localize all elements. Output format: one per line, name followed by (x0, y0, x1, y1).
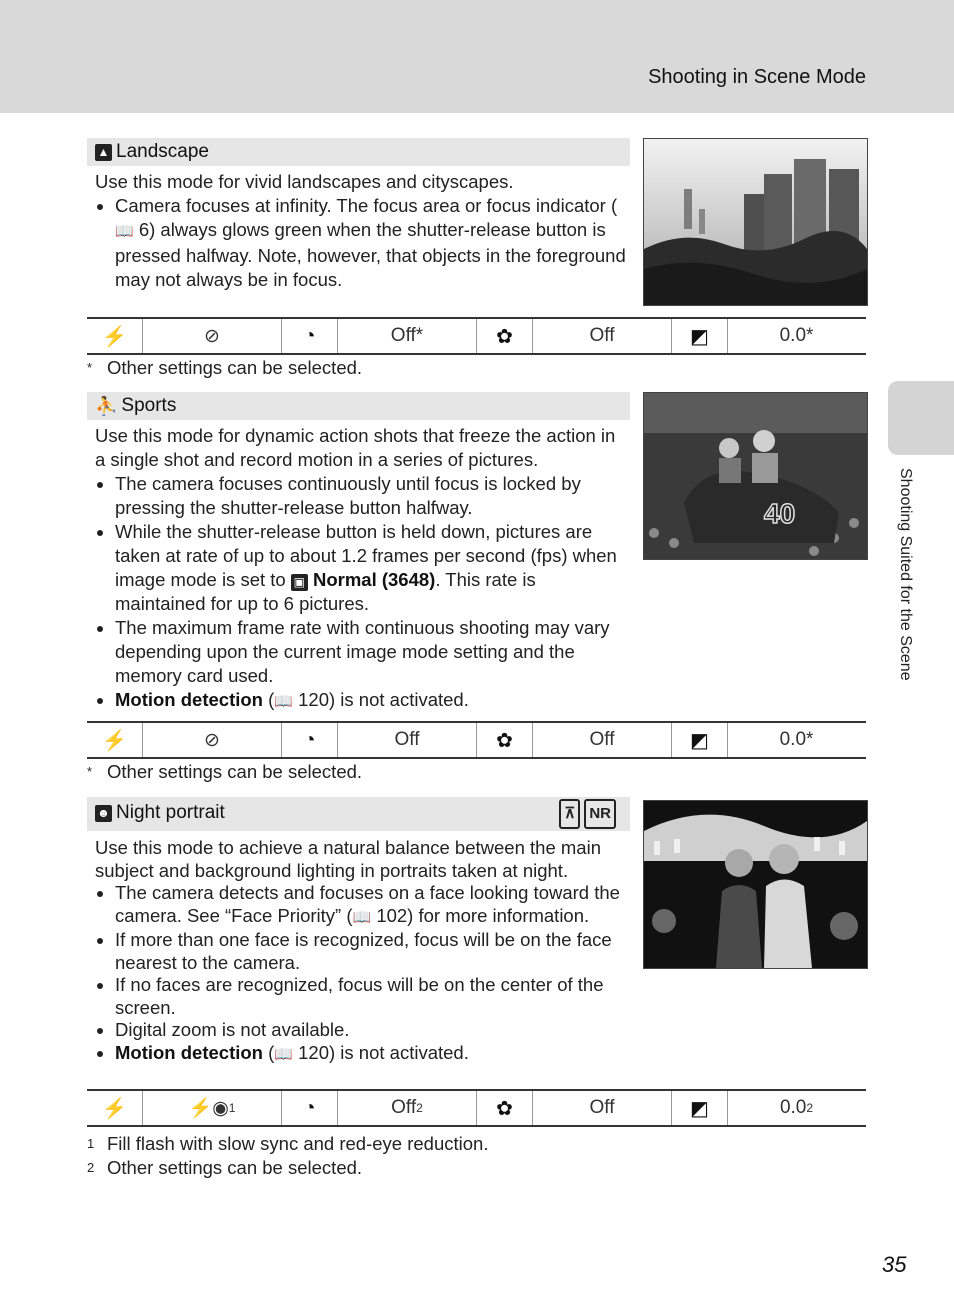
exposure-compensation-icon: ◩ (672, 319, 728, 353)
image-mode-icon: ▣ (291, 574, 308, 591)
sports-body (95, 424, 630, 714)
slow-sync-red-eye-flash-icon: ⚡◉ 1 (143, 1091, 282, 1125)
exposure-compensation-icon: ◩ (672, 723, 728, 757)
exposure-value: 0.0* (779, 325, 814, 346)
sports-title: Sports (121, 395, 177, 416)
sports-bullet: • Motion detection (📖 120) is not activated. (115, 688, 630, 714)
macro-value: Off (533, 319, 672, 353)
night-portrait-bullet: • The camera detects and focuses on a face looking toward the camera. See “Face Priority” (📖 102) for more information. (115, 882, 630, 929)
landscape-photo (643, 138, 868, 306)
landscape-body (95, 170, 630, 292)
macro-icon: ✿ (477, 723, 533, 757)
self-timer-icon: ◔ (282, 1091, 338, 1125)
night-portrait-bullet: • If more than one face is recognized, focus will be on the face nearest to the camera. (115, 929, 630, 974)
flash-mode-icon: ⚡ (87, 723, 143, 757)
side-tab (888, 381, 954, 455)
exposure-value: 0.0 2 (779, 1097, 814, 1118)
night-portrait-heading (87, 797, 630, 831)
flash-off-icon: ⊘ (143, 319, 282, 353)
side-tab-label-wrap (896, 468, 918, 718)
page-number: 35 (882, 1252, 907, 1277)
self-timer-icon: ◔ (282, 319, 338, 353)
sports-note: * Other settings can be selected. (87, 761, 363, 782)
macro-icon: ✿ (477, 319, 533, 353)
manual-ref-icon: 📖 (274, 1045, 293, 1063)
flash-mode-icon: ⚡ (87, 1091, 143, 1125)
header-title: Shooting in Scene Mode (648, 66, 866, 88)
self-timer-value: Off* (338, 319, 477, 353)
sports-heading (87, 392, 630, 420)
landscape-bullet: • Camera focuses at infinity. The focus area or focus indicator (📖 6) always glows green when the shutter-release button is pressed halfway. Note, however, that objects in the foreground may not always be in focus. (115, 194, 630, 292)
night-portrait-footnote-2: 2 Other settings can be selected. (87, 1157, 363, 1178)
night-portrait-intro: Use this mode to achieve a natural balance between the main subject and background lighting in portraits taken at night. (95, 837, 601, 881)
night-portrait-bullet: • Motion detection (📖 120) is not activated. (115, 1042, 630, 1067)
landscape-settings-row (87, 317, 866, 355)
macro-icon: ✿ (477, 1091, 533, 1125)
manual-ref-icon: 📖 (352, 908, 372, 926)
sports-bullet: • The maximum frame rate with continuous shooting may vary depending upon the current image mode setting and the memory card used. (115, 616, 630, 688)
macro-value: Off (533, 723, 672, 757)
landscape-icon: ▲ (95, 144, 112, 161)
landscape-heading (87, 138, 630, 166)
manual-ref-icon: 📖 (274, 693, 293, 710)
landscape-intro: Use this mode for vivid landscapes and cityscapes. (95, 171, 514, 192)
side-tab-label: Shooting Suited for the Scene (897, 468, 914, 681)
self-timer-icon: ◔ (282, 723, 338, 757)
night-portrait-footnote-1: 1 Fill flash with slow sync and red-eye reduction. (87, 1133, 489, 1154)
sports-photo (643, 392, 868, 560)
night-portrait-bullet: • Digital zoom is not available. (115, 1019, 630, 1042)
night-portrait-bullet: • If no faces are recognized, focus will be on the center of the screen. (115, 974, 630, 1019)
exposure-value: 0.0* (779, 729, 814, 750)
noise-reduction-icon: NR (584, 799, 616, 829)
sports-icon: ⛹ (95, 395, 118, 416)
sports-settings-row (87, 721, 866, 759)
kart-number: 40 (764, 498, 796, 529)
tripod-icon: ⊼ (559, 799, 580, 829)
flash-off-icon: ⊘ (143, 723, 282, 757)
macro-value: Off (533, 1091, 672, 1125)
sports-intro: Use this mode for dynamic action shots that freeze the action in a single shot and record motion in a series of pictures. (95, 425, 616, 470)
night-portrait-icon: ☻ (95, 805, 112, 822)
page-header (0, 0, 954, 113)
night-portrait-photo (643, 800, 868, 969)
sports-bullet: • The camera focuses continuously until focus is locked by pressing the shutter-release button halfway. (115, 472, 630, 520)
night-portrait-body (95, 837, 630, 1066)
sports-bullet: • While the shutter-release button is held down, pictures are taken at rate of up to about 1.2 frames per second (fps) when image mode is set to ▣ Normal (3648). This rate is maintained for up to 6 pictures. (115, 520, 630, 616)
exposure-compensation-icon: ◩ (672, 1091, 728, 1125)
landscape-title: Landscape (116, 141, 209, 162)
self-timer-value: Off 2 (338, 1091, 477, 1125)
night-portrait-settings-row (87, 1089, 866, 1127)
flash-mode-icon: ⚡ (87, 319, 143, 353)
manual-ref-icon: 📖 (115, 223, 134, 240)
night-portrait-title: Night portrait (116, 802, 225, 823)
self-timer-value: Off (338, 723, 477, 757)
landscape-note: * Other settings can be selected. (87, 357, 363, 378)
